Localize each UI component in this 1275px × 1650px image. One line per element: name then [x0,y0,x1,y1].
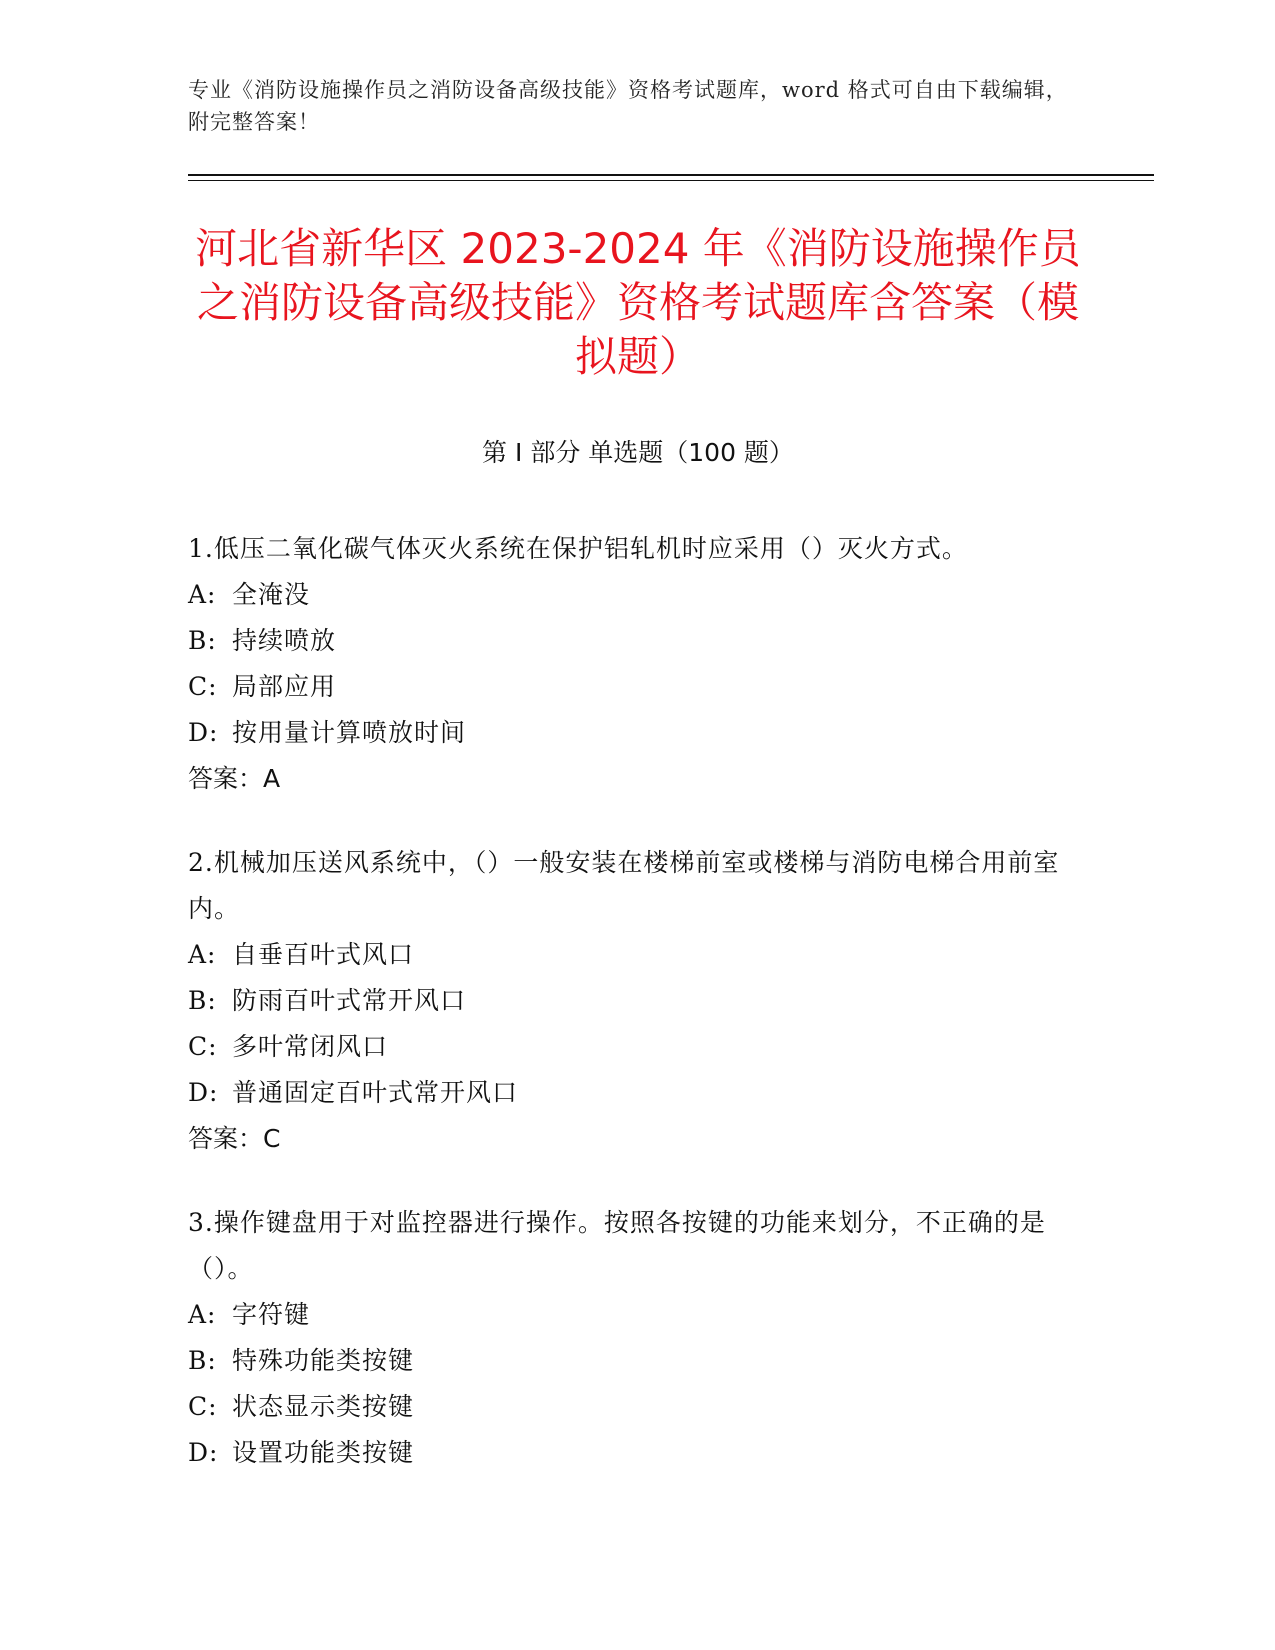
option-b [188,1338,1068,1384]
question-3 [188,1200,1068,1476]
question-stem: 3.操作键盘用于对监控器进行操作。按照各按键的功能来划分，不正确的是（）。 [188,1208,1046,1283]
option-text: 自垂百叶式风口 [232,940,415,969]
option-text: 特殊功能类按键 [232,1346,415,1375]
option-a [188,932,1068,978]
question-list [188,526,1068,1514]
option-key: A: [188,580,217,609]
option-text: 防雨百叶式常开风口 [232,986,467,1015]
option-key: B: [188,986,217,1015]
question-stem: 2.机械加压送风系统中，（）一般安装在楼梯前室或楼梯与消防电梯合用前室内。 [188,848,1060,923]
option-text: 按用量计算喷放时间 [232,718,467,747]
option-key: C: [188,672,218,701]
option-text: 状态显示类按键 [232,1392,415,1421]
question-1 [188,526,1068,802]
option-a [188,572,1068,618]
option-text: 普通固定百叶式常开风口 [232,1078,519,1107]
option-text: 字符键 [232,1300,311,1329]
option-key: A: [188,940,217,969]
option-text: 多叶常闭风口 [232,1032,389,1061]
option-key: B: [188,1346,217,1375]
header-rule-thin [188,180,1154,181]
option-key: D: [188,718,219,747]
question-2 [188,840,1068,1162]
option-c [188,1384,1068,1430]
option-key: D: [188,1438,219,1467]
section-title: 第 I 部分 单选题（100 题） [482,438,794,467]
question-stem: 1.低压二氧化碳气体灭火系统在保护铝轧机时应采用（）灭火方式。 [188,534,968,563]
option-b [188,618,1068,664]
option-key: B: [188,626,217,655]
answer-line: 答案：C [188,1124,281,1153]
option-text: 全淹没 [232,580,311,609]
option-key: C: [188,1032,218,1061]
header-note: 专业《消防设施操作员之消防设备高级技能》资格考试题库，word 格式可自由下载编辑，附完整答案！ [188,78,1068,134]
option-text: 局部应用 [232,672,337,701]
option-key: D: [188,1078,219,1107]
option-key: A: [188,1300,217,1329]
header-rule-thick [188,174,1154,176]
option-d [188,1430,1068,1476]
option-key: C: [188,1392,218,1421]
option-c [188,664,1068,710]
option-a [188,1292,1068,1338]
option-c [188,1024,1068,1070]
option-d [188,1070,1068,1116]
option-b [188,978,1068,1024]
document-title: 河北省新华区 2023-2024 年《消防设施操作员之消防设备高级技能》资格考试题库含答案（模拟题） [195,224,1081,381]
option-text: 设置功能类按键 [232,1438,415,1467]
answer-line: 答案：A [188,764,281,793]
option-d [188,710,1068,756]
option-text: 持续喷放 [232,626,337,655]
